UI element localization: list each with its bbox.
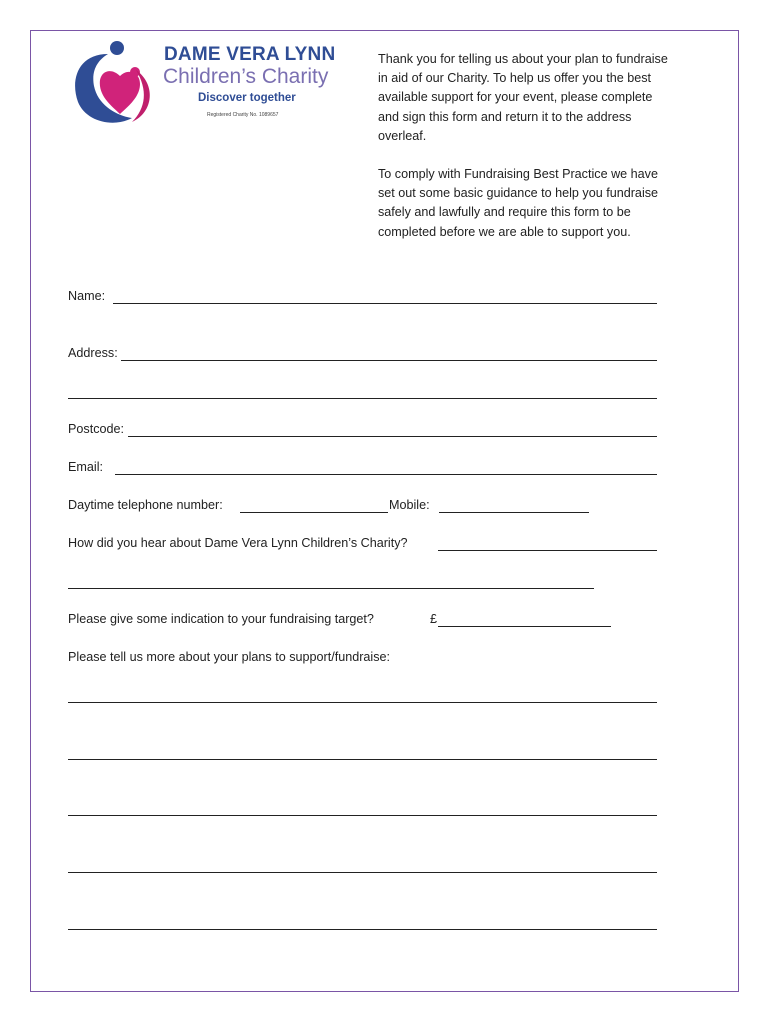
email-field[interactable] xyxy=(115,474,657,475)
intro-text xyxy=(378,50,673,261)
postcode-label: Postcode: xyxy=(68,422,125,436)
plans-label: Please tell us more about your plans to support/fundraise: xyxy=(68,650,391,664)
postcode-field[interactable] xyxy=(128,436,657,437)
plans-field-line[interactable] xyxy=(68,815,657,816)
fundraising-target-field[interactable] xyxy=(438,626,611,627)
address-field-line1[interactable] xyxy=(121,360,657,361)
daytime-phone-field[interactable] xyxy=(240,512,388,513)
plans-field-line[interactable] xyxy=(68,702,657,703)
fundraising-target-label: Please give some indication to your fundraising target? xyxy=(68,612,374,626)
registered-charity-number: Registered Charity No. 1089657 xyxy=(207,112,279,118)
plans-field-line[interactable] xyxy=(68,759,657,760)
plans-field-line[interactable] xyxy=(68,872,657,873)
currency-symbol: £ xyxy=(430,612,438,626)
logo-tagline: Discover together xyxy=(198,92,296,104)
address-field-line2[interactable] xyxy=(68,398,657,399)
intro-paragraph: To comply with Fundraising Best Practice we have set out some basic guidance to help you fundraise safely and lawfully and require this form to be completed before we are able to support you. xyxy=(378,167,659,239)
mobile-field[interactable] xyxy=(439,512,589,513)
hear-about-label: How did you hear about Dame Vera Lynn Children’s Charity? xyxy=(68,536,408,550)
daytime-phone-label: Daytime telephone number: xyxy=(68,498,223,512)
name-field[interactable] xyxy=(113,303,657,304)
address-label: Address: xyxy=(68,346,118,360)
name-label: Name: xyxy=(68,289,106,303)
plans-field-line[interactable] xyxy=(68,929,657,930)
intro-paragraph: Thank you for telling us about your plan to fundraise in aid of our Charity. To help us offer you the best available support for your event, please complete and sign this form and return it to the address overleaf. xyxy=(378,52,668,143)
logo-subtitle: Children’s Charity xyxy=(163,65,329,88)
mobile-label: Mobile: xyxy=(389,498,430,512)
logo-title: DAME VERA LYNN xyxy=(164,44,336,65)
hear-about-field-line2[interactable] xyxy=(68,588,594,589)
email-label: Email: xyxy=(68,460,103,474)
hear-about-field-line1[interactable] xyxy=(438,550,657,551)
